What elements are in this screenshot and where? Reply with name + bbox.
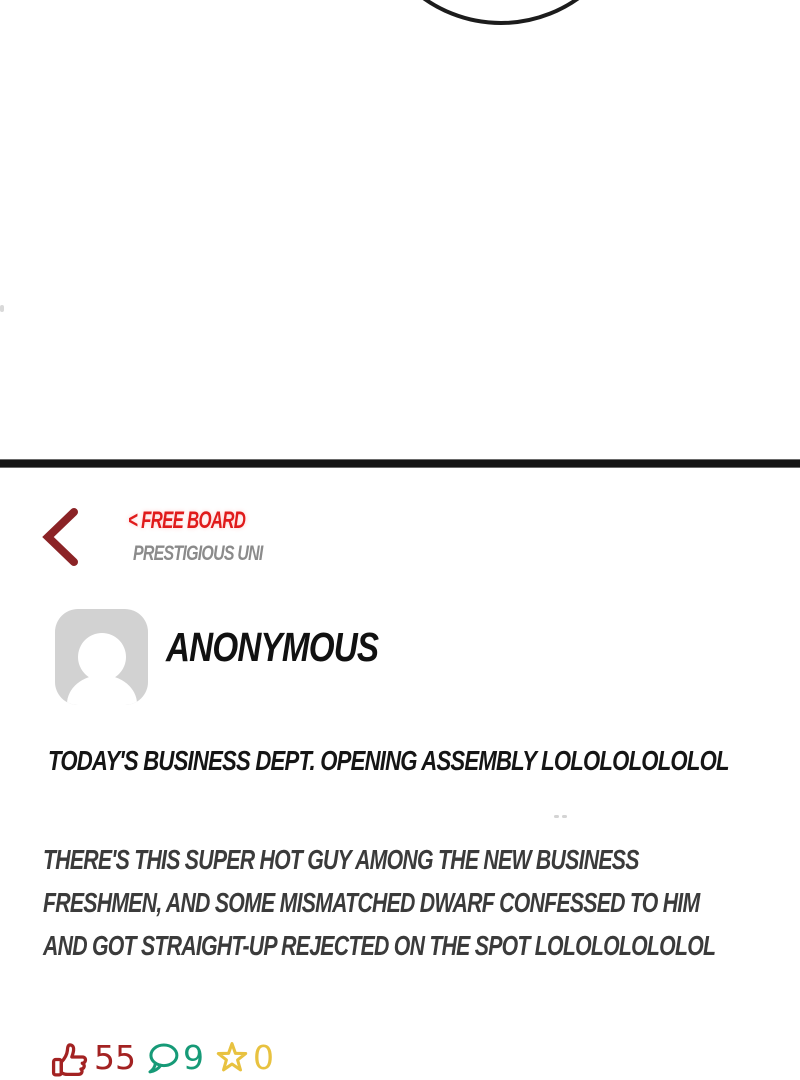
post-body-line: FRESHMEN, AND SOME MISMATCHED DWARF CONFESSED TO HIM	[43, 887, 700, 918]
post-body	[43, 838, 800, 967]
post-title: TODAY'S BUSINESS DEPT. OPENING ASSEMBLY LOLOLOLOLOLOL	[48, 745, 729, 776]
stray-mark	[562, 815, 567, 818]
avatar-silhouette-body	[67, 675, 137, 705]
stray-mark	[0, 305, 4, 312]
favorite-count: 0	[253, 1038, 274, 1077]
board-name: PRESTIGIOUS UNI	[133, 542, 263, 565]
like-count: 55	[94, 1038, 136, 1077]
comment-button[interactable]	[146, 1038, 204, 1078]
favorite-button[interactable]	[214, 1038, 274, 1078]
avatar-silhouette-head	[78, 633, 126, 681]
panel-divider	[0, 459, 800, 468]
stray-mark	[554, 815, 559, 818]
thumbs-up-icon	[50, 1038, 91, 1079]
speech-bubble-arc	[366, 0, 636, 25]
post-author: ANONYMOUS	[166, 624, 379, 670]
back-chevron-icon[interactable]	[38, 504, 86, 570]
post-body-line: THERE'S THIS SUPER HOT GUY AMONG THE NEW BUSINESS	[43, 844, 639, 875]
star-icon	[214, 1039, 250, 1077]
comment-count: 9	[183, 1038, 204, 1077]
reaction-bar	[50, 1037, 274, 1079]
like-button[interactable]	[50, 1038, 136, 1079]
post-body-line: AND GOT STRAIGHT-UP REJECTED ON THE SPOT LOLOLOLOLOLOL	[43, 930, 716, 961]
board-back-link[interactable]: < FREE BOARD	[128, 507, 246, 534]
avatar	[55, 609, 148, 705]
speech-bubble-icon	[146, 1040, 180, 1076]
